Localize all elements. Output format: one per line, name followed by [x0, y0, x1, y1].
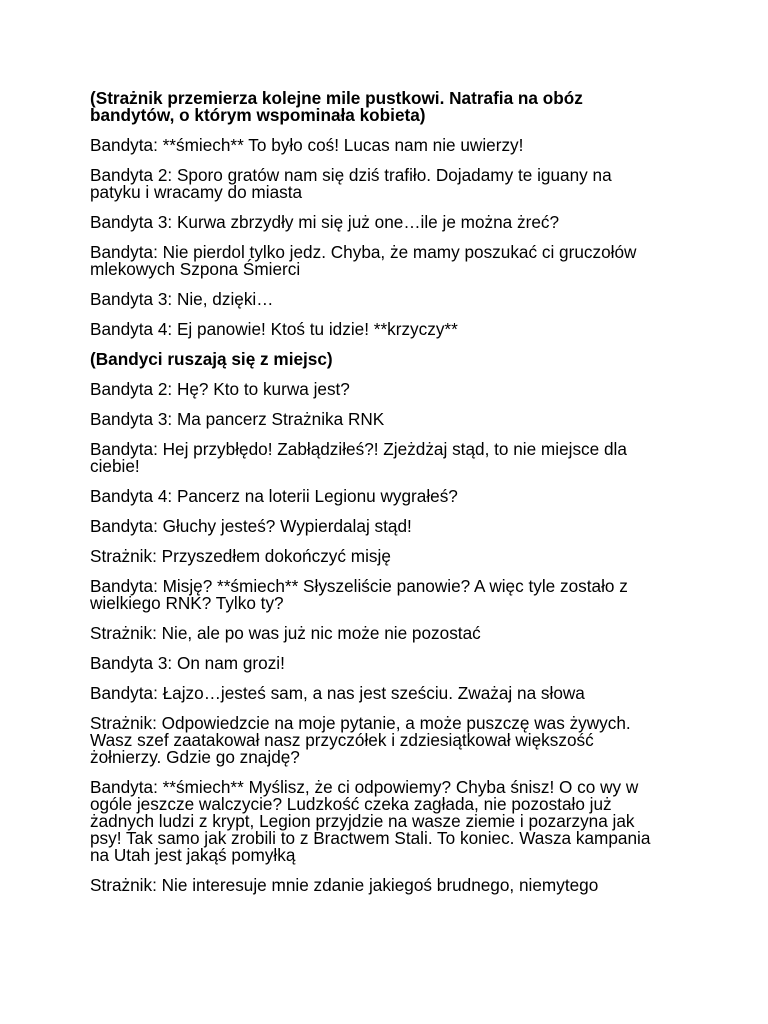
stage-direction: (Bandyci ruszają się z miejsc)	[90, 349, 333, 369]
dialogue-line: Strażnik: Przyszedłem dokończyć misję	[90, 546, 391, 566]
dialogue-line: Bandyta: Łajzo…jesteś sam, a nas jest sześciu. Zważaj na słowa	[90, 683, 585, 703]
dialogue-line: Bandyta 3: Kurwa zbrzydły mi się już one…ile je można żreć?	[90, 212, 560, 232]
dialogue-line: Bandyta 3: Ma pancerz Strażnika RNK	[90, 409, 385, 429]
dialogue-line: Strażnik: Nie, ale po was już nic może nie pozostać	[90, 623, 481, 643]
stage-direction: (Strażnik przemierza kolejne mile pustkowi. Natrafia na obóz bandytów, o którym wspominała kobieta)	[90, 88, 583, 125]
dialogue-line: Bandyta 4: Pancerz na loterii Legionu wygrałeś?	[90, 486, 458, 506]
dialogue-line: Bandyta: Nie pierdol tylko jedz. Chyba, że mamy poszukać ci gruczołów mlekowych Szpona Śmierci	[90, 242, 637, 279]
dialogue-line: Bandyta 2: Hę? Kto to kurwa jest?	[90, 379, 350, 399]
dialogue-line: Strażnik: Odpowiedzcie na moje pytanie, a może puszczę was żywych. Wasz szef zaatakował nasz przyczółek i zdziesiątkował większość żołnierzy. Gdzie go znajdę?	[90, 713, 631, 767]
dialogue-line: Bandyta: Misję? **śmiech** Słyszeliście panowie? A więc tyle zostało z wielkiego RNK? Tylko ty?	[90, 576, 628, 613]
dialogue-line: Bandyta 4: Ej panowie! Ktoś tu idzie! **krzyczy**	[90, 319, 458, 339]
dialogue-line: Bandyta: Hej przybłędo! Zabłądziłeś?! Zjeżdżaj stąd, to nie miejsce dla ciebie!	[90, 439, 627, 476]
dialogue-line: Bandyta: **śmiech** Myślisz, że ci odpowiemy? Chyba śnisz! O co wy w ogóle jeszcze walczycie? Ludzkość czeka zagłada, nie pozostało już żadnych ludzi z krypt, Legion przyjdzie na wasze ziemie i pozarzyna jak psy! Tak samo jak zrobili to z Bractwem Stali. To koniec. Wasza kampania na Utah jest jakąś pomyłką	[90, 777, 651, 865]
dialogue-line: Strażnik: Nie interesuje mnie zdanie jakiegoś brudnego, niemytego	[90, 875, 599, 895]
dialogue-line: Bandyta: **śmiech** To było coś! Lucas nam nie uwierzy!	[90, 135, 524, 155]
dialogue-line: Bandyta 3: On nam grozi!	[90, 653, 285, 673]
dialogue-line: Bandyta 3: Nie, dzięki…	[90, 289, 274, 309]
dialogue-line: Bandyta 2: Sporo gratów nam się dziś trafiło. Dojadamy te iguany na patyku i wracamy do miasta	[90, 165, 612, 202]
dialogue-line: Bandyta: Głuchy jesteś? Wypierdalaj stąd!	[90, 516, 412, 536]
document-page	[90, 90, 690, 907]
